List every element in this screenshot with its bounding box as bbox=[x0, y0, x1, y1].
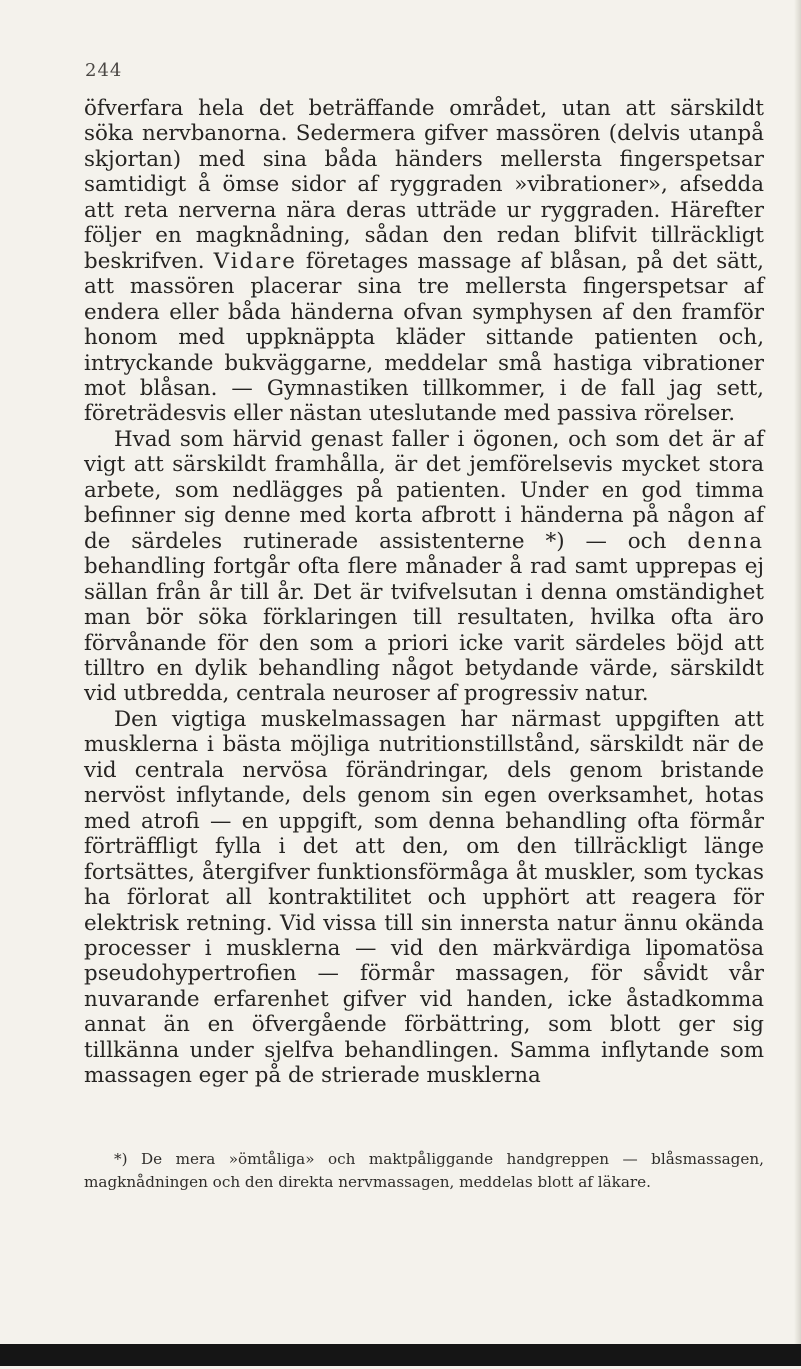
footnote: *) De mera »ömtåliga» och maktpåliggande handgreppen — blåsmassagen, magknådningen och den direkta nervmassagen, meddelas blott af läkare. bbox=[84, 1150, 764, 1191]
paragraph-2-emphasis: denna bbox=[687, 528, 764, 554]
paragraph-1-emphasis: Vidare bbox=[213, 248, 297, 274]
bottom-scan-border bbox=[0, 1344, 801, 1366]
paragraph-1-text-continued: företages massage af blåsan, på det sätt, att massören placerar sina tre mellersta fingerspetsar af endera eller båda händerna ofvan symphysen af den framför honom med uppknäppta kläder sittande patienten och, intryckande bukväggarne, meddelar små hastiga vibrationer mot blåsan. — Gymnastiken tillkommer, i de fall jag sett, företrädesvis eller nästan uteslutande med passiva rörelser. bbox=[84, 248, 764, 427]
paragraph-3-text: Den vigtiga muskelmassagen har närmast uppgiften att musklerna i bästa möjliga nutritionstillstånd, särskildt när de vid centrala nervösa förändringar, dels genom bristande nervöst inflytande, dels genom sin egen overksamhet, hotas med atrofi — en uppgift, som denna behandling ofta förmår förträffligt fylla i det att den, om den tillräckligt länge fortsättes, återgifver funktionsförmåga åt muskler, som tyckas ha förlorat all kontraktilitet och upphört att reagera för elektrisk retning. Vid vissa till sin innersta natur ännu okända processer i musklerna — vid den märkvärdiga lipomatösa pseudohypertrofien — förmår massagen, för såvidt vår nuvarande erfarenhet gifver vid handen, icke åstadkomma annat än en öfvergående förbättring, som blott ger sig tillkänna under sjelfva behandlingen. Samma inflytande som massagen eger på de strierade musklerna bbox=[84, 706, 764, 1089]
paragraph-1-text: öfverfara hela det beträffande området, utan att särskildt söka nervbanorna. Sedermera gifver massören (delvis utanpå skjortan) med sina båda händers mellersta fingerspetsar samtidigt å ömse sidor af ryggraden »vibrationer», afsedda att reta nerverna nära deras utträde ur ryggraden. Härefter följer en magknådning, sådan den redan blifvit tillräckligt beskrifven. bbox=[84, 96, 764, 274]
page-number: 244 bbox=[85, 60, 123, 81]
paragraph-2-text: Hvad som härvid genast faller i ögonen, och som det är af vigt att särskildt framhålla, är det jemförelsevis mycket stora arbete, som nedlägges på patienten. Under en god timma befinner sig denne med korta afbrott i händerna på någon af de särdeles rutinerade assistenterne *) — och bbox=[84, 426, 764, 554]
paragraph-2-text-continued: behandling fortgår ofta flere månader å rad samt upprepas ej sällan från år till år. Det är tvifvelsutan i denna omständighet man bör söka förklaringen till resultaten, hvilka ofta äro förvånande för den som a priori icke varit särdeles böjd att tilltro en dylik behandling något betydande värde, särskildt vid utbredda, centrala neuroser af progressiv natur. bbox=[84, 554, 764, 707]
paragraph-3 bbox=[84, 707, 764, 1089]
paragraph-2 bbox=[84, 427, 764, 707]
page-edge-shadow bbox=[794, 0, 801, 1344]
body-text bbox=[84, 96, 764, 1089]
paragraph-1 bbox=[84, 96, 764, 427]
